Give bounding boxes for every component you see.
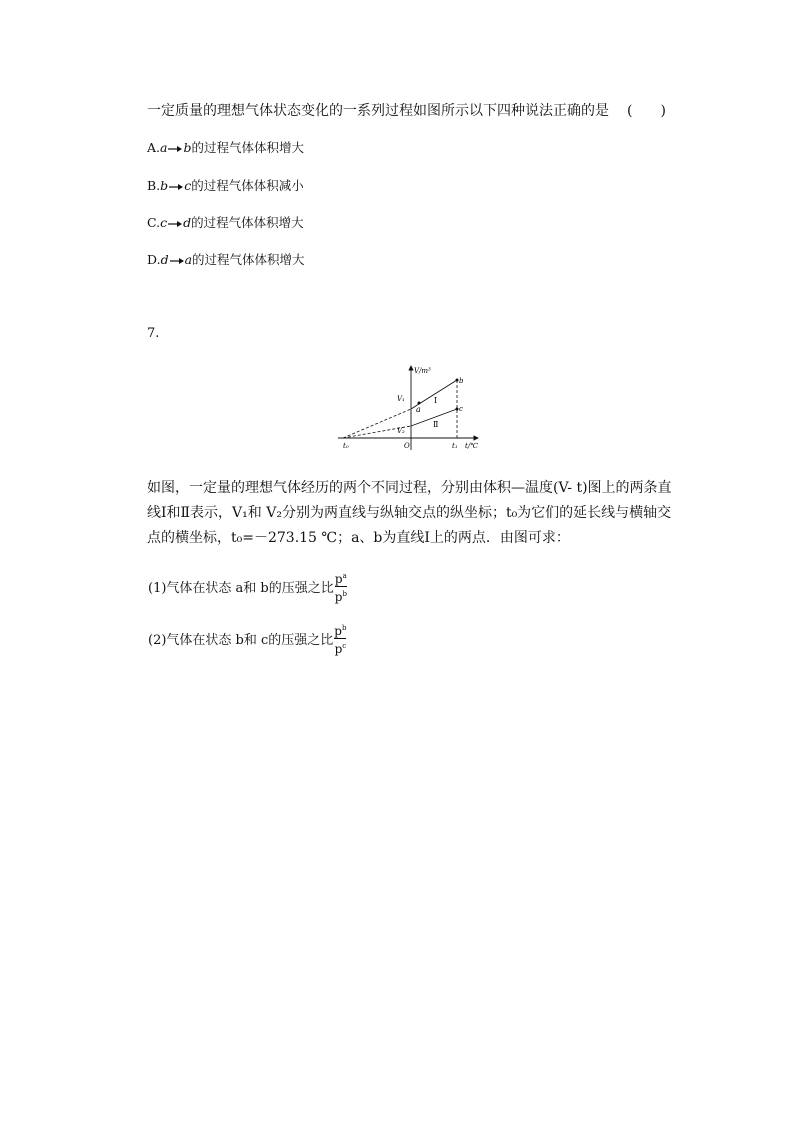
- t0-label: t₀: [343, 442, 349, 450]
- answer-parentheses: ( ): [627, 103, 666, 119]
- option-c[interactable]: C.c d的过程气体体积增大: [147, 215, 304, 230]
- right-arrow-icon: [168, 220, 182, 228]
- question-6-stem: [147, 100, 666, 120]
- line-2-label: Ⅱ: [433, 420, 439, 429]
- pressure-ratio-ab: $\frac{p^a}{p^b}$: [334, 572, 347, 604]
- point-c-label: c: [459, 405, 463, 413]
- question-7-paragraph: 如图，一定量的理想气体经历的两个不同过程，分别由体积—温度(V- t)图上的两条直线Ⅰ和Ⅱ表示，V₁和 V₂分别为两直线与纵轴交点的纵坐标；t₀为它们的延长线与横轴交点的横坐标，t₀=－273.15 ℃；a、b为直线Ⅰ上的两点．由图可求：: [147, 480, 672, 546]
- point-b-label: b: [459, 377, 464, 385]
- line-1-label: Ⅰ: [434, 396, 438, 405]
- right-arrow-icon: [170, 257, 184, 265]
- x-axis-label: t/℃: [465, 442, 479, 450]
- v1-label: V₁: [397, 395, 405, 403]
- option-b[interactable]: B.b c的过程气体体积减小: [147, 178, 304, 193]
- v2-label: V₂: [397, 427, 405, 435]
- y-axis-label: V/m³: [414, 367, 431, 375]
- pressure-ratio-bc: $\frac{p^b}{p^c}$: [334, 624, 347, 656]
- volume-temperature-graph: [330, 362, 490, 456]
- option-d[interactable]: D.d a的过程气体体积增大: [147, 252, 305, 267]
- sub-question-1: (1)气体在状态 a和 b的压强之比 $\frac{p^a}{p^b}$: [148, 572, 347, 604]
- question-6-stem-text: 一定质量的理想气体状态变化的一系列过程如图所示以下四种说法正确的是: [147, 103, 609, 119]
- right-arrow-icon: [168, 145, 182, 153]
- sub-question-2: (2)气体在状态 b和 c的压强之比 $\frac{p^b}{p^c}$: [148, 624, 347, 656]
- point-a-label: a: [416, 405, 421, 414]
- right-arrow-icon: [169, 183, 183, 191]
- option-a[interactable]: A.a b的过程气体体积增大: [147, 140, 304, 155]
- t1-label: t₁: [452, 442, 458, 450]
- question-7-number: 7.: [147, 326, 160, 341]
- origin-label: O: [404, 442, 410, 450]
